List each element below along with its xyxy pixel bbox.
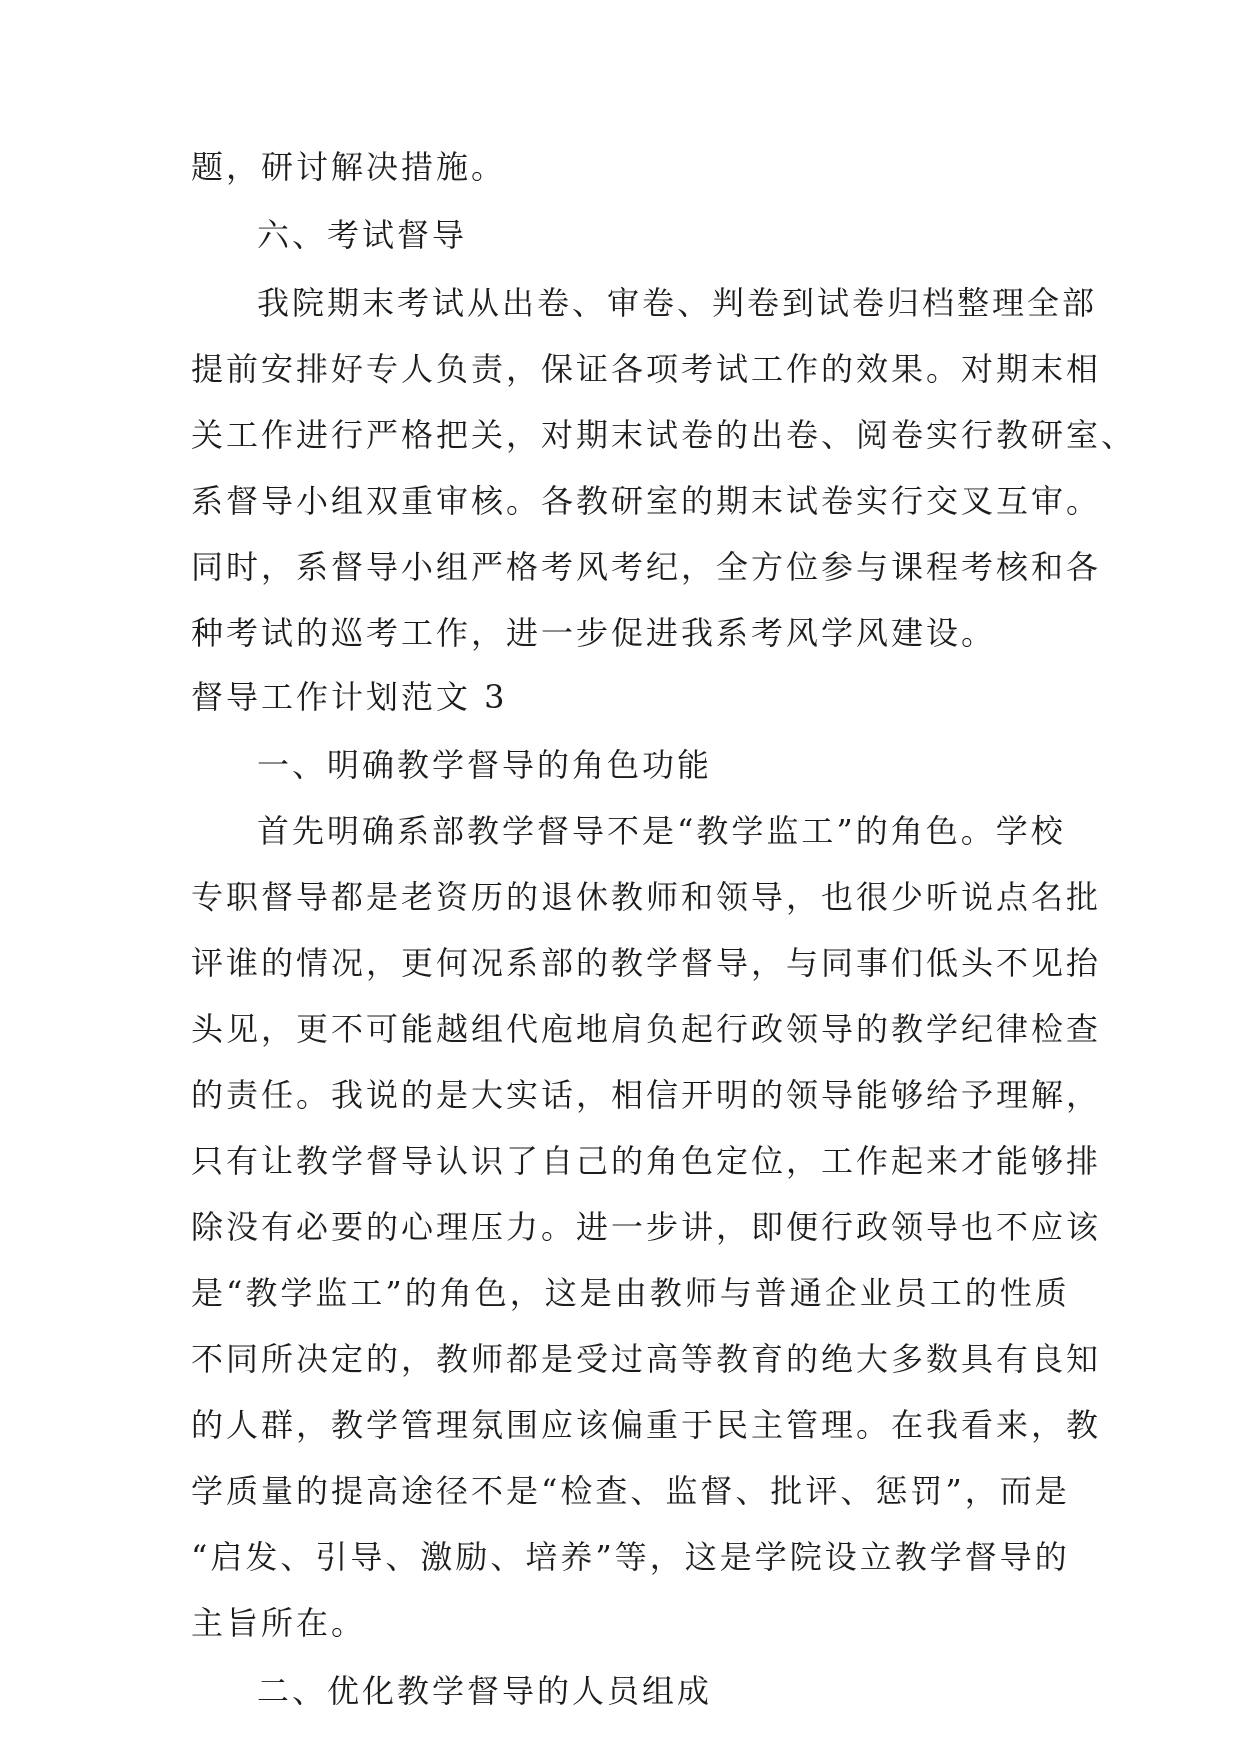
- section-heading: 二、优化教学督导的人员组成: [257, 1672, 713, 1710]
- paragraph-line: 学质量的提高途径不是“检查、监督、批评、惩罚”，而是: [191, 1472, 1070, 1510]
- paragraph-line: 评谁的情况，更何况系部的教学督导，与同事们低头不见抬: [191, 944, 1102, 982]
- paragraph-line: 不同所决定的，教师都是受过高等教育的绝大多数具有良知: [191, 1340, 1102, 1378]
- paragraph-line: 关工作进行严格把关，对期末试卷的出卷、阅卷实行教研室、: [191, 416, 1137, 454]
- paragraph-line: 主旨所在。: [191, 1604, 367, 1642]
- paragraph-line: 的人群，教学管理氛围应该偏重于民主管理。在我看来，教: [191, 1406, 1102, 1444]
- paragraph-line: 首先明确系部教学督导不是“教学监工”的角色。学校: [257, 812, 1066, 850]
- paragraph-line: 除没有必要的心理压力。进一步讲，即便行政领导也不应该: [191, 1208, 1102, 1246]
- paragraph-line: 题，研讨解决措施。: [191, 148, 507, 186]
- paragraph-line: 提前安排好专人负责，保证各项考试工作的效果。对期末相: [191, 350, 1102, 388]
- section-heading: 六、考试督导: [257, 216, 468, 254]
- paragraph-line: 系督导小组双重审核。各教研室的期末试卷实行交叉互审。: [191, 482, 1102, 520]
- document-title: 督导工作计划范文 3: [191, 678, 508, 716]
- paragraph-line: 的责任。我说的是大实话，相信开明的领导能够给予理解，: [191, 1076, 1102, 1114]
- paragraph-line: 专职督导都是老资历的退休教师和领导，也很少听说点名批: [191, 878, 1102, 916]
- paragraph-line: 同时，系督导小组严格考风考纪，全方位参与课程考核和各: [191, 548, 1102, 586]
- section-heading: 一、明确教学督导的角色功能: [257, 746, 713, 784]
- paragraph-line: 头见，更不可能越组代庖地肩负起行政领导的教学纪律检查: [191, 1010, 1102, 1048]
- paragraph-line: 只有让教学督导认识了自己的角色定位，工作起来才能够排: [191, 1142, 1102, 1180]
- paragraph-line: 我院期末考试从出卷、审卷、判卷到试卷归档整理全部: [257, 284, 1098, 322]
- paragraph-line: 是“教学监工”的角色，这是由教师与普通企业员工的性质: [191, 1274, 1070, 1312]
- paragraph-line: 种考试的巡考工作，进一步促进我系考风学风建设。: [191, 614, 997, 652]
- paragraph-line: “启发、引导、激励、培养”等，这是学院设立教学督导的: [191, 1538, 1070, 1576]
